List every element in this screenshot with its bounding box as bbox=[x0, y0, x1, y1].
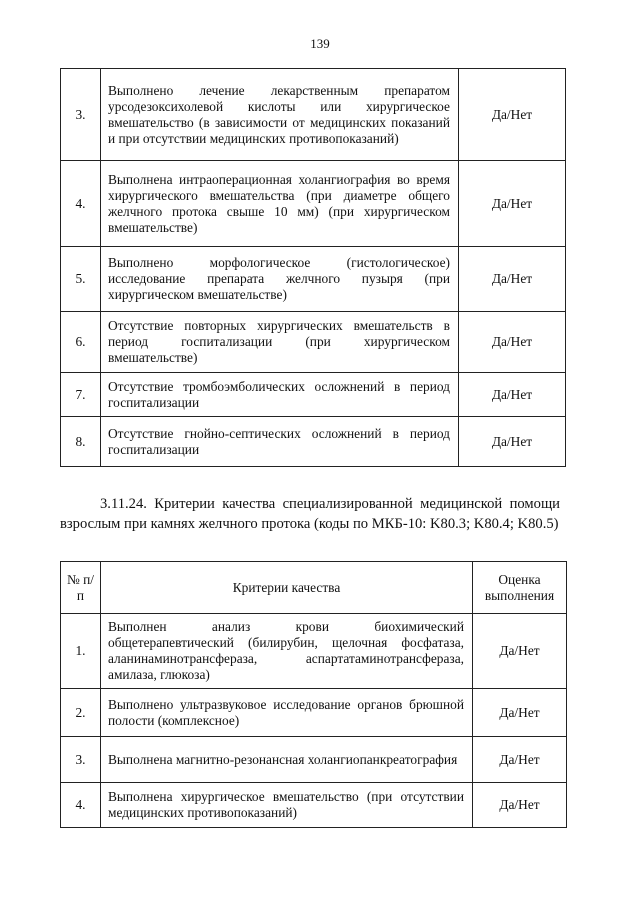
header-criterion: Критерии качества bbox=[101, 562, 473, 614]
row-criterion: Выполнено лечение лекарственным препаратом урсодезоксихолевой кислоты или хирургическое вмешательство (в зависимости от медицинских показаний и при отсутствии медицинских противопоказаний) bbox=[101, 69, 459, 161]
row-number: 2. bbox=[61, 689, 101, 737]
row-number: 6. bbox=[61, 312, 101, 373]
row-criterion: Отсутствие повторных хирургических вмешательств в период госпитализации (при хирургическом вмешательстве) bbox=[101, 312, 459, 373]
row-evaluation: Да/Нет bbox=[459, 247, 566, 312]
table-row bbox=[61, 373, 566, 417]
row-number: 5. bbox=[61, 247, 101, 312]
row-criterion: Выполнена хирургическое вмешательство (при отсутствии медицинских противопоказаний) bbox=[101, 783, 473, 828]
row-evaluation: Да/Нет bbox=[459, 312, 566, 373]
header-evaluation: Оценка выполнения bbox=[473, 562, 567, 614]
section-heading: 3.11.24. Критерии качества специализированной медицинской помощи взрослым при камнях желчного протока (коды по МКБ-10: K80.3; K80.4; K80.5) bbox=[60, 496, 560, 532]
row-number: 3. bbox=[61, 69, 101, 161]
table-row bbox=[61, 614, 567, 689]
table-row bbox=[61, 247, 566, 312]
row-criterion: Отсутствие гнойно-септических осложнений в период госпитализации bbox=[101, 417, 459, 467]
table-row bbox=[61, 783, 567, 828]
row-criterion: Выполнено ультразвуковое исследование органов брюшной полости (комплексное) bbox=[101, 689, 473, 737]
row-criterion: Отсутствие тромбоэмболических осложнений в период госпитализации bbox=[101, 373, 459, 417]
table-row bbox=[61, 69, 566, 161]
quality-criteria-table-continued bbox=[60, 68, 566, 467]
row-number: 4. bbox=[61, 161, 101, 247]
row-number: 3. bbox=[61, 737, 101, 783]
page-number: 139 bbox=[310, 36, 330, 51]
row-criterion: Выполнена интраоперационная холангиография во время хирургического вмешательства (при диаметре общего желчного протока свыше 10 мм) (при хирургическом вмешательстве) bbox=[101, 161, 459, 247]
row-number: 1. bbox=[61, 614, 101, 689]
row-criterion: Выполнен анализ крови биохимический общетерапевтический (билирубин, щелочная фосфатаза, аланинаминотрансфераза, аспартатаминотрансфераза, амилаза, глюкоза) bbox=[101, 614, 473, 689]
table-row bbox=[61, 417, 566, 467]
row-evaluation: Да/Нет bbox=[473, 689, 567, 737]
row-number: 8. bbox=[61, 417, 101, 467]
table-header-row bbox=[61, 562, 567, 614]
row-evaluation: Да/Нет bbox=[459, 417, 566, 467]
table-row bbox=[61, 689, 567, 737]
row-evaluation: Да/Нет bbox=[459, 161, 566, 247]
row-number: 7. bbox=[61, 373, 101, 417]
header-number: № п/п bbox=[61, 562, 101, 614]
row-evaluation: Да/Нет bbox=[473, 614, 567, 689]
table-row bbox=[61, 161, 566, 247]
table-row bbox=[61, 312, 566, 373]
row-criterion: Выполнена магнитно-резонансная холангиопанкреатография bbox=[101, 737, 473, 783]
table-row bbox=[61, 737, 567, 783]
row-evaluation: Да/Нет bbox=[473, 783, 567, 828]
row-number: 4. bbox=[61, 783, 101, 828]
row-criterion: Выполнено морфологическое (гистологическое) исследование препарата желчного пузыря (при хирургическом вмешательстве) bbox=[101, 247, 459, 312]
quality-criteria-table bbox=[60, 561, 567, 828]
row-evaluation: Да/Нет bbox=[459, 69, 566, 161]
row-evaluation: Да/Нет bbox=[459, 373, 566, 417]
row-evaluation: Да/Нет bbox=[473, 737, 567, 783]
